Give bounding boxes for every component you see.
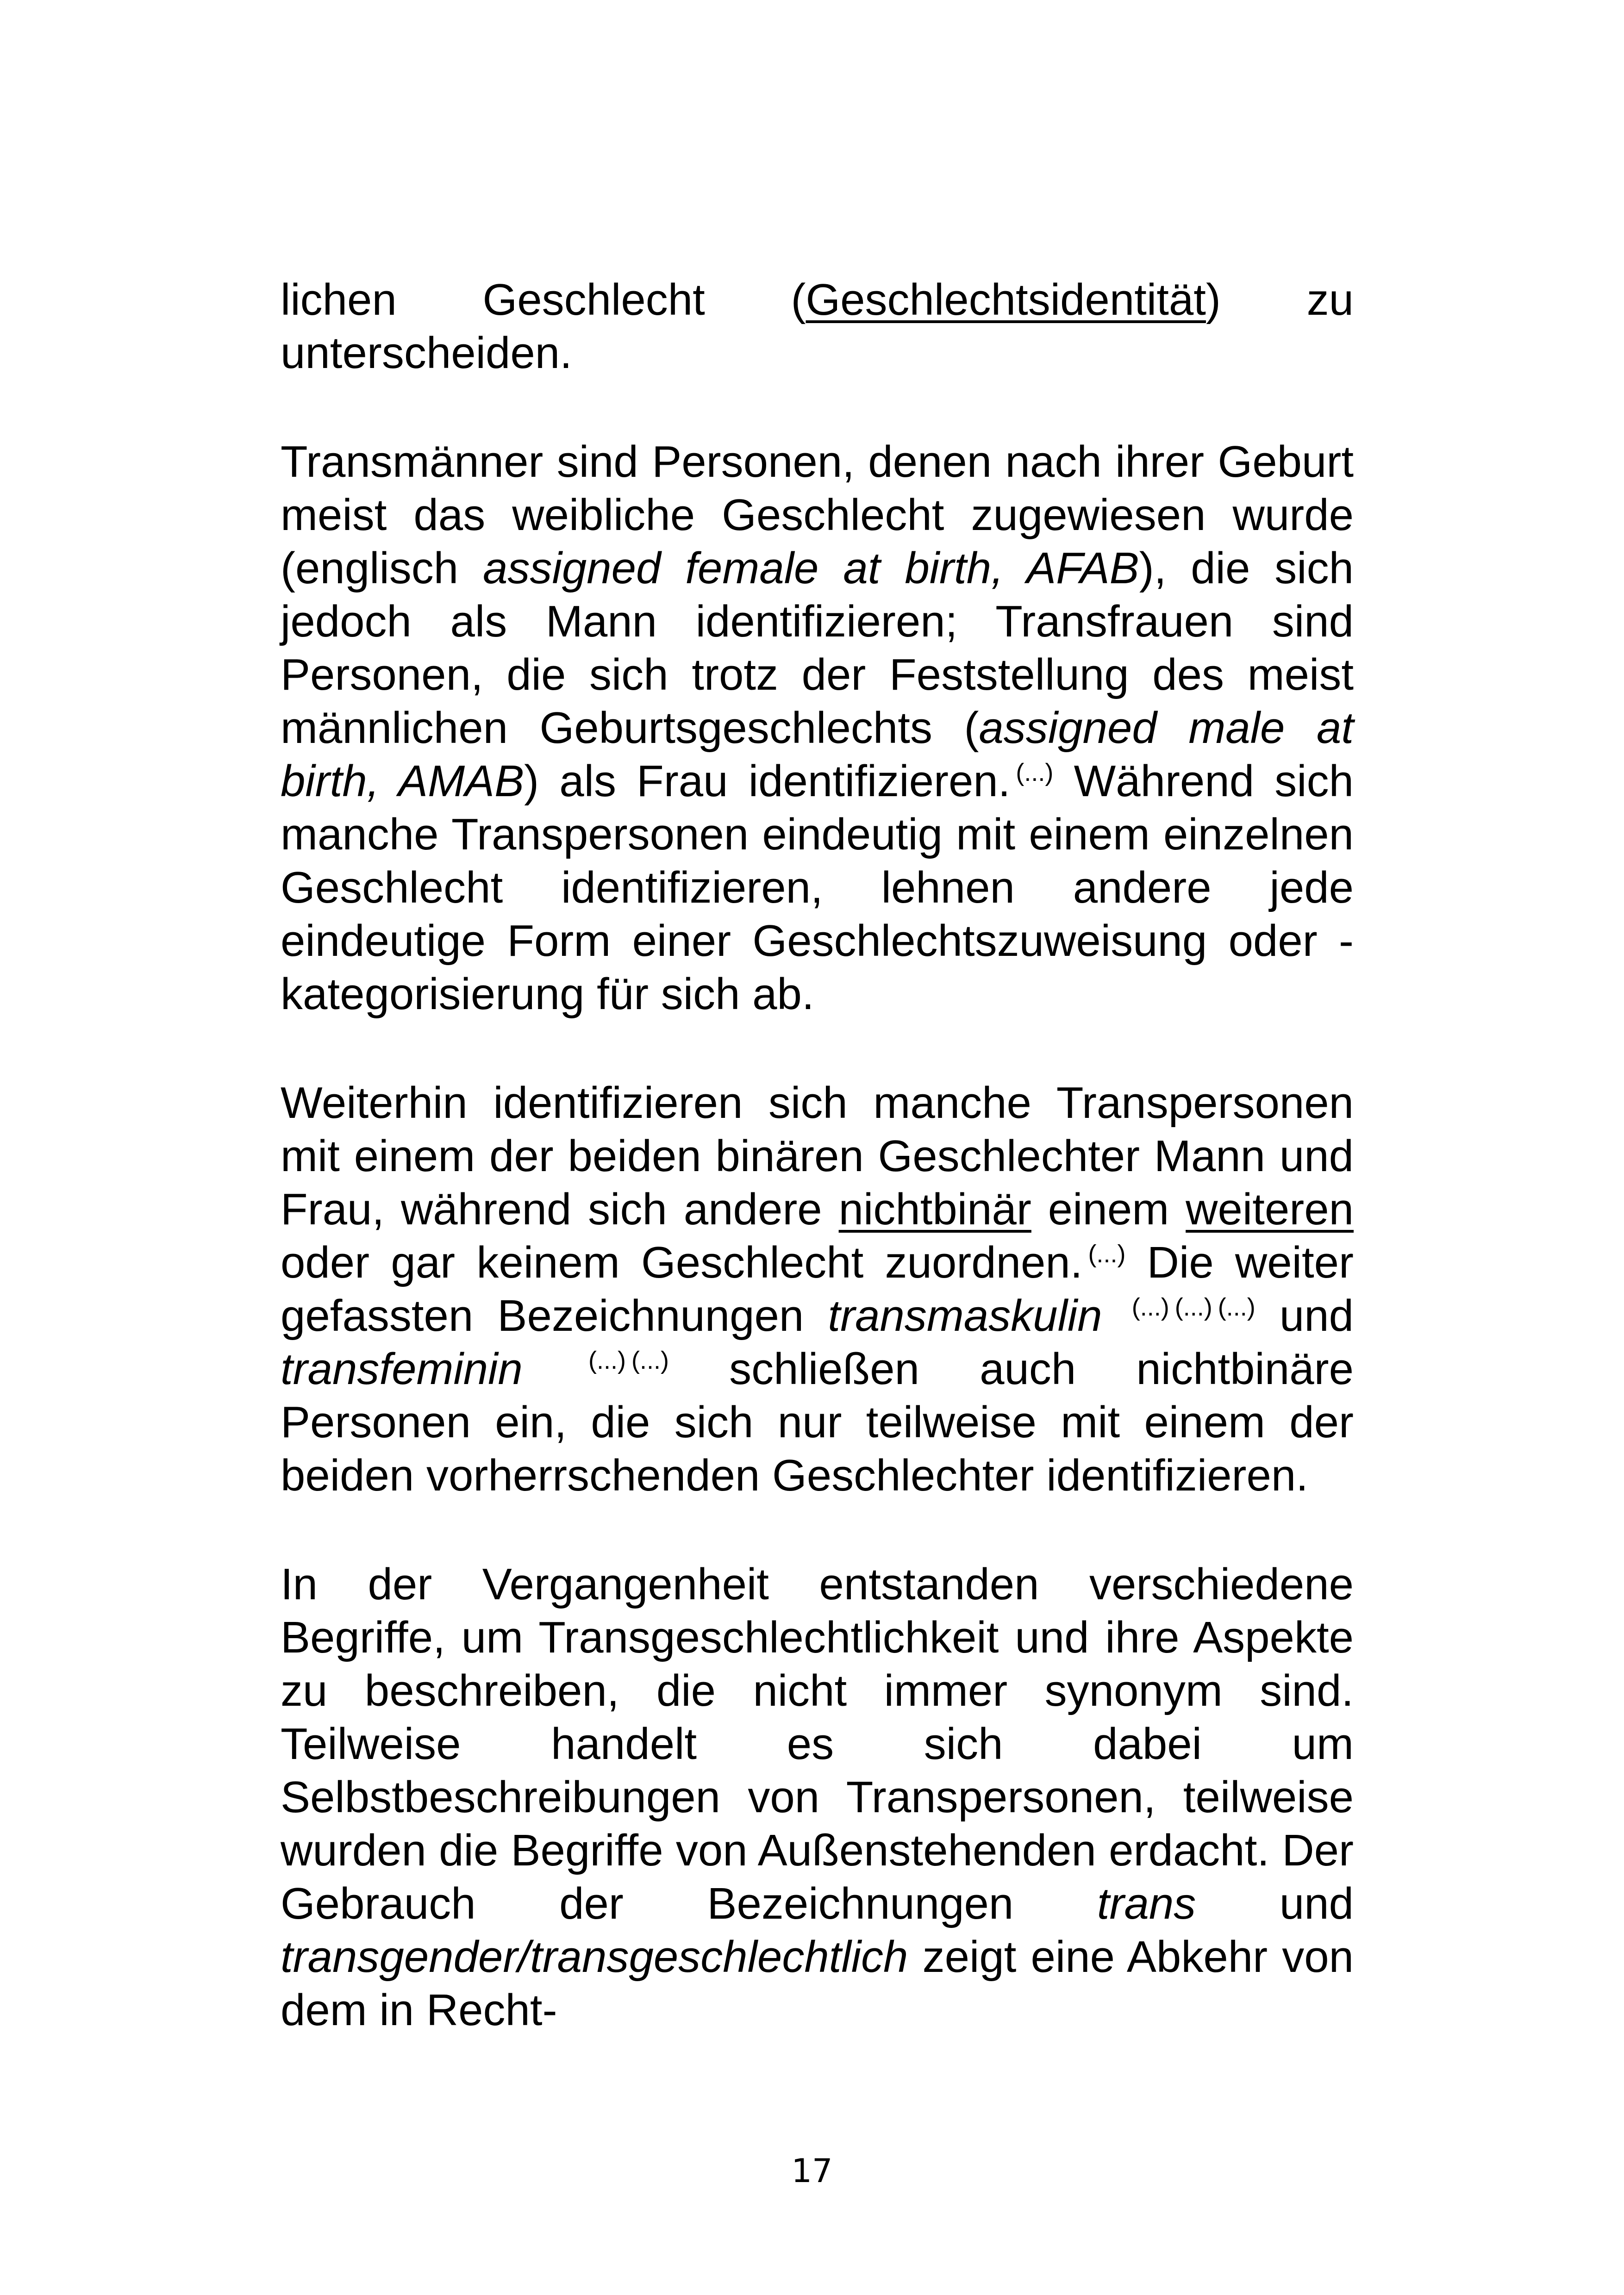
inline-link[interactable]: nichtbinär <box>838 1185 1031 1234</box>
text-run: zeigt eine Abkehr von dem in Recht- <box>281 1932 1354 2035</box>
footnote-marker[interactable]: (...) <box>1088 1240 1126 1268</box>
text-run: In der Vergangenheit entstanden verschiedene Begriffe, um Transgeschlechtlichkeit und ihre Aspekte zu beschreiben, die nicht immer synonym sind. Teilweise handelt es sich dabei um Selbstbeschreibungen von Transpersonen, teilweise wurden die Begriffe von Außenstehenden erdacht. Der Gebrauch der Bezeichnungen <box>281 1559 1354 1928</box>
text-run: ), die sich jedoch als Mann identifizieren; Transfrauen sind Personen, die sich trotz der Feststellung des meist männlichen Geburtsgeschlechts ( <box>281 543 1354 753</box>
footnote-marker[interactable]: (...) <box>588 1347 626 1374</box>
italic-term: transfeminin <box>281 1344 523 1394</box>
text-run: oder gar keinem Geschlecht zuordnen. <box>281 1238 1083 1287</box>
italic-term: trans <box>1097 1879 1196 1928</box>
italic-term: assigned female at birth, AFAB <box>483 543 1139 593</box>
text-run: Die weiter gefassten Bezeichnungen <box>281 1238 1354 1341</box>
footnote-marker[interactable]: (...) <box>1174 1293 1212 1321</box>
body-text <box>281 273 1354 2037</box>
text-run: einem <box>1031 1185 1186 1234</box>
paragraph <box>281 435 1354 1021</box>
footnote-marker[interactable]: (...) <box>631 1347 669 1374</box>
text-run: Während sich manche Transpersonen eindeutig mit einem einzelnen Geschlecht identifizieren, lehnen andere jede eindeutige Form einer Geschlechtszuweisung oder -kategorisierung für sich ab. <box>281 756 1354 1019</box>
text-run: ) als Frau identifizieren. <box>524 756 1011 806</box>
footnote-marker[interactable]: (...) <box>1218 1293 1255 1321</box>
italic-term: transgender/transgeschlechtlich <box>281 1932 908 1982</box>
text-run: schließen auch nichtbinäre Personen ein, die sich nur teilweise mit einem der beiden vorherrschenden Geschlechter identifizieren. <box>281 1344 1354 1500</box>
inline-link[interactable]: weiteren <box>1186 1185 1354 1234</box>
text-run: und <box>1196 1879 1354 1928</box>
footnote-marker[interactable]: (...) <box>1016 759 1054 786</box>
text-run <box>1102 1291 1126 1341</box>
paragraph <box>281 273 1354 380</box>
text-run: ) zu unterscheiden. <box>281 275 1354 378</box>
text-run: lichen Geschlecht ( <box>281 275 806 324</box>
paragraph <box>281 1076 1354 1502</box>
italic-term: transmaskulin <box>828 1291 1102 1341</box>
text-run: Transmänner sind Personen, denen nach ihrer Geburt meist das weibliche Geschlecht zugewiesen wurde (englisch <box>281 437 1354 593</box>
inline-link[interactable]: Geschlechtsidentität <box>806 275 1206 324</box>
page-number: 17 <box>791 2152 833 2190</box>
text-run <box>523 1344 583 1394</box>
footnote-marker[interactable]: (...) <box>1131 1293 1169 1321</box>
text-run: Weiterhin identifizieren sich manche Transpersonen mit einem der beiden binären Geschlechter Mann und Frau, während sich andere <box>281 1078 1354 1234</box>
text-run: und <box>1255 1291 1354 1341</box>
paragraph <box>281 1558 1354 2037</box>
italic-term: assigned male at birth, AMAB <box>281 703 1354 806</box>
